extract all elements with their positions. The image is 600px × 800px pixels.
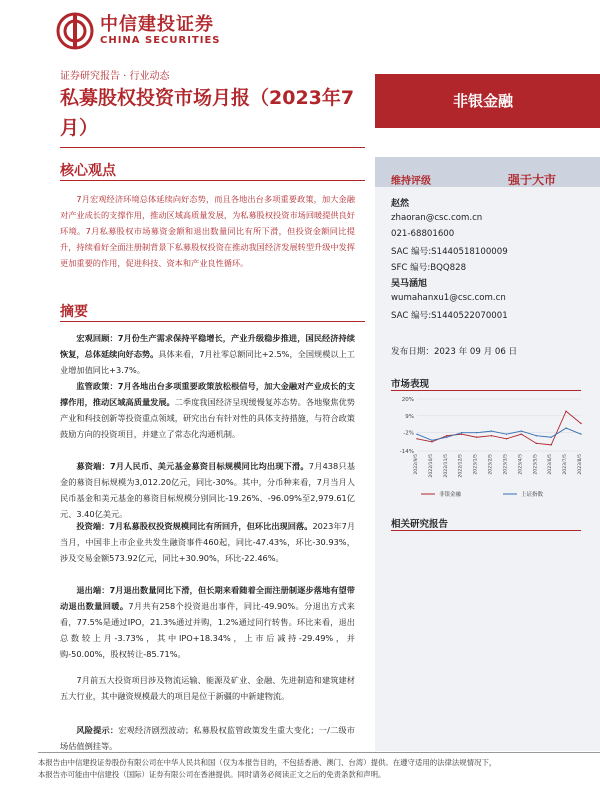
analyst-email[interactable]: zhaoran@csc.com.cn [391,213,483,223]
data-point [461,433,462,434]
core-view-heading: 核心观点 [60,163,116,179]
x-tick-label: 2023/7/5 [563,454,569,475]
footer-divider [38,752,600,753]
disclaimer-footer [38,757,600,781]
legend-label: 非银金融 [439,492,462,498]
analyst-sac: SAC 编号:S1440522070001 [391,311,508,321]
disclaimer-line: 本报告由中信建投证券股份有限公司在中华人民共和国（仅为本报告目的，不包括香港、澳门、台湾）提供。在遵守适用的法律法规情况下， [38,758,497,767]
data-point [506,433,507,434]
data-point [565,427,566,428]
data-point [550,437,551,438]
document-type: 证券研究报告 · 行业动态 [60,71,170,82]
y-tick-label: 9% [405,413,414,420]
series-line [417,411,581,445]
x-tick-label: 2022/12/5 [458,454,464,478]
data-point [491,435,492,436]
market-performance-divider [391,390,581,391]
data-point [446,437,447,438]
related-reports-title: 相关研究报告 [391,519,449,530]
analyst-name: 吴马涵旭 [391,279,428,289]
paragraph-body: 宏观经济剧烈波动；私募股权监管政策发生重大变化；一/二级市场估值倒挂等。 [60,725,355,752]
x-tick-label: 2022/11/5 [443,454,449,478]
data-point [580,433,581,434]
summary-paragraph [60,582,355,662]
title-divider [60,147,365,148]
y-tick-label: -14% [399,449,414,455]
data-point [550,444,551,445]
data-point [446,435,447,436]
sector-label: 非银金融 [453,92,514,110]
paragraph-body: 7月共有258个投资退出事件，同比-49.90%。分退出方式来看，77.5%是通过IPO，21.3%通过并购，1.2%通过同行转售。环比来看，退出总数较上月-3.73%，其中IPO+18.34%，上市后减持-29.49%，并购-50.00%，股权转让-85.71%。 [60,601,355,660]
paragraph-lead: 退出端：7月退出数量同比下滑，但长期来看随着全面注册制逐步落地有望带动退出数量回暖。 [60,585,355,612]
y-tick-label: -2% [403,430,414,437]
x-tick-label: 2023/8/5 [578,454,583,475]
data-point [536,443,537,444]
summary-paragraph [60,330,355,378]
x-tick-label: 2023/5/5 [533,454,539,475]
data-point [461,432,462,433]
data-point [431,441,432,442]
paragraph-lead: 监管政策：7月各地出台多项重要政策放松根信号，加大金融对产业成长的支撑作用，推动区域高质量发展。 [60,381,355,408]
summary-divider [60,321,365,322]
summary-paragraph [60,378,355,442]
analyst-sac: SAC 编号:S1440518100009 [391,247,508,257]
x-tick-label: 2023/1/5 [473,454,479,475]
paragraph-body: 7月前五大投资项目涉及物流运输、能源及矿业、金融、先进制造和建筑建材五大行业，其中融资规模最大的项目是位于新疆的中新建物流。 [60,675,355,702]
paragraph-body: 二季度我国经济呈现缓慢复苏态势。各地聚焦优势产业和科技创新等投资重点领域，研究出台有针对性的具体支持措施，与符合政策鼓励方向的投资项目，并建立了常态化沟通机制。 [60,397,355,440]
market-performance-title: 市场表现 [391,379,430,390]
x-tick-label: 2023/3/5 [503,454,509,475]
core-view-divider [60,180,365,181]
data-point [416,438,417,439]
x-tick-label: 2023/2/5 [488,454,494,475]
paragraph-body: 7月438只基金的募资目标规模为3,012.20亿元，同比-30%。其中，分币种来看，7月当月人民币基金和美元基金的募资目标规模分别同比-19.26%、-96.09%至2,979.61亿元、3.40亿美元。 [60,461,356,520]
analyst-phone: 021-68801600 [391,229,455,239]
paragraph-lead: 募资端：7月人民币、美元基金募资目标规模同比均出现下滑。 [76,461,309,471]
summary-paragraph [60,458,355,522]
summary-paragraph [60,672,355,704]
page-header [0,0,600,60]
x-tick-label: 2023/4/5 [518,454,524,475]
company-name-cn: 中信建投证券 [100,14,214,35]
market-performance-chart [391,393,591,503]
analyst-sfc: SFC 编号:BQQ828 [391,263,467,273]
paragraph-body: 具体来看，7月社零总额同比+2.5%，全国规模以上工业增加值同比+3.7%。 [60,349,355,376]
disclaimer-line: 本报告亦可能由中信建投（国际）证券有限公司在香港提供。同时请务必阅读正文之后的免责条款和声明。 [38,770,386,779]
x-tick-label: 2023/6/5 [548,454,554,475]
data-point [565,411,566,412]
analyst-name: 赵然 [391,199,410,209]
rating-label: 维持评级 [391,176,431,187]
data-point [416,433,417,434]
y-tick-label: 20% [401,397,414,403]
company-name-en: CHINA SECURITIES [100,35,221,46]
data-point [506,438,507,439]
series-line [417,428,581,440]
summary-paragraph [60,722,355,754]
paragraph-body: 2023年7月当月，中国非上市企业共发生融资事件460起，同比-47.43%，环比-30.93%，涉及交易金额573.92亿元，同比+30.90%，环比-22.46%。 [60,521,356,564]
company-logo-icon [56,12,94,50]
x-tick-label: 2022/10/5 [428,454,434,478]
data-point [536,435,537,436]
related-reports-divider [391,530,581,531]
rating-value: 强于大市 [508,173,557,187]
x-tick-label: 2022/9/5 [414,454,419,475]
paragraph-lead: 风险提示： [76,725,119,735]
summary-heading: 摘要 [60,304,88,320]
data-point [491,430,492,431]
data-point [476,432,477,433]
data-point [431,440,432,441]
legend-label: 上证指数 [521,492,544,498]
data-point [521,433,522,434]
data-point [476,437,477,438]
document-title: 私募股权投资市场月报（2023年7月） [60,87,355,139]
data-point [580,423,581,424]
data-point [521,430,522,431]
publish-date: 发布日期：2023 年 09 月 06 日 [391,347,518,357]
paragraph-lead: 投资端：7月私募股权投资规模同比有所回升，但环比出现回落。 [76,521,313,531]
summary-paragraph [60,518,355,566]
paragraph-lead: 宏观回顾：7月份生产需求保持平稳增长，产业升级稳步推进，国民经济持续恢复，总体延续向好态势。 [60,333,355,360]
core-view-text: 7月宏观经济环境总体延续向好态势，而且各地出台多项重要政策，加大金融对产业成长的支撑作用，推动区域高质量发展，为私募股权投资市场回暖提供良好环境。7月私募股权市场募资金额和退出数量同比有所下滑，但投资金额同比提升，持续看好全面注册制背景下私募股权投资在推动我国经济发展转型升级中发挥更加重要的作用，促进科技、资本和产业良性循环。 [60,194,355,269]
analyst-email[interactable]: wumahanxu1@csc.com.cn [391,293,506,303]
